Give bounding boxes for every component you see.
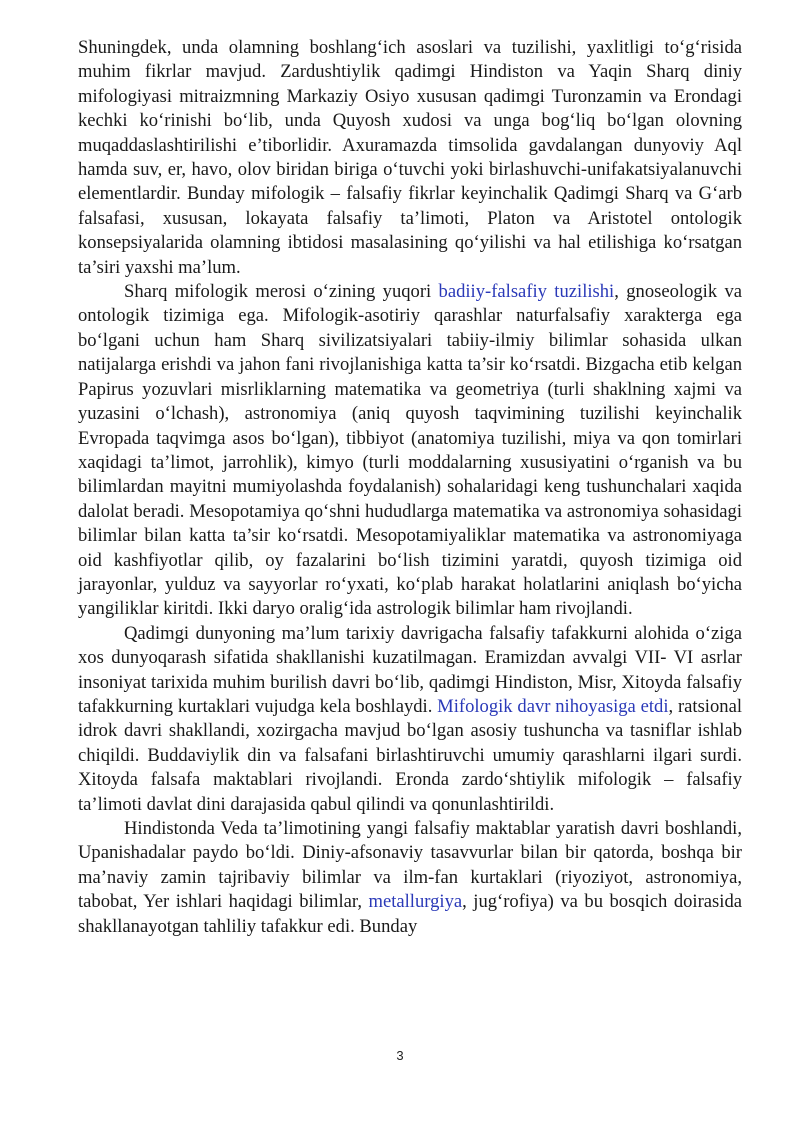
link-metallurgiya[interactable]: metallurgiya xyxy=(368,891,463,913)
paragraph-2-text-end: , gnoseologik va ontologik tizimiga ega. Mifologik-asotiriy qarashlar naturfalsafiy xarakterga ega bo‘lgani uchun ham Sharq sivilizatsiyalari tabiiy-ilmiy bilimlar sohasida ulkan natijalarga erishdi va jahon fani rivojlanishiga katta ta’sir ko‘rsatdi. Bizgacha etib kelgan Papirus yozuvlari misrliklarning matematika va geometriya (turli shaklning xajmi va yuzasini o‘lchash), astronomiya (aniq quyosh taqvimining tuzilishi keyinchalik Evropada taqvimga asos bo‘lgan), tibbiyot (anatomiya tuzilishi, miya va qon tomirlari xaqidagi ta’limot, jarrohlik), kimyo (turli moddalarning xususiyatini o‘rganish va bu bilimlardan mayitni mumiyolashda foydalanish) sohalaridagi keng tushunchalari xaqida dalolat beradi. Mesopotamiya qo‘shni hududlarga matematika va astronomiya sohasidagi bilimlar bilan katta ta’sir ko‘rsatdi. Mesopotamiyaliklar matematika va astronomiyaga oid kashfiyotlar qilib, oy fazalarini bo‘lish tizimini yaratdi, quyosh tizimiga oid jarayonlar, yulduz va sayyorlar ro‘yxati, ko‘plab harakat holatlarini aniqlash bo‘yicha yangiliklar kiritdi. Ikki daryo oralig‘ida astrologik bilimlar ham rivojlandi. xyxy=(78,281,743,620)
document-page xyxy=(78,36,742,939)
paragraph-3-text-start: Qadimgi dunyoning ma’lum tarixiy davrigacha falsafiy tafakkurni alohida o‘ziga xos dunyoqarash sifatida shakllanishi kuzatilmagan. Eramizdan avvalgi VII- VI asrlar insoniyat tarixida muhim burilish davri bo‘lib, qadimgi Hindiston, Misr, Xitoyda falsafiy tafakkurning kurtaklari vujudga kela boshlaydi. xyxy=(78,622,742,717)
paragraph-1 xyxy=(78,36,742,280)
paragraph-4-text-end: , jug‘rofiya) va bu bosqich doirasida shakllanayotgan tahliliy tafakkur edi. Bunday xyxy=(78,891,742,937)
link-mifologik-davr-nihoyasiga-etdi[interactable]: Mifologik davr nihoyasiga etdi xyxy=(437,695,669,717)
paragraph-3 xyxy=(78,622,742,817)
paragraph-2-text-start: Sharq mifologik merosi o‘zining yuqori xyxy=(124,281,439,303)
paragraph-2 xyxy=(78,280,742,622)
paragraph-3-text-end: , ratsional idrok davri shakllandi, xozirgacha mavjud bo‘lgan asosiy tushuncha va tasniflar ishlab chiqildi. Buddaviylik din va falsafani birlashtiruvchi umumiy qarashlarni ilgari surdi. Xitoyda falsafa maktablari rivojlandi. Eronda zardo‘shtiylik mifologik – falsafiy ta’limoti davlat dini darajasida qabul qilindi va qonunlashtirildi. xyxy=(78,695,742,815)
link-badiiy-falsafiy-tuzilishi[interactable]: badiiy-falsafiy tuzilishi xyxy=(438,281,615,303)
page-number: 3 xyxy=(396,1048,404,1063)
paragraph-4-text-start: Hindistonda Veda ta’limotining yangi falsafiy maktablar yaratish davri boshlandi, Upanishadalar paydo bo‘ldi. Diniy-afsonaviy tasavvurlar bilan bir qatorda, boshqa bir ma’naviy zamin tajribaviy bilimlar va ilm-fan kurtaklari (riyoziyot, astronomiya, tabobat, Yer ishlari haqidagi bilimlar, xyxy=(78,818,742,913)
paragraph-4 xyxy=(78,817,742,939)
paragraph-1-text: Shuningdek, unda olamning boshlang‘ich asoslari va tuzilishi, yaxlitligi to‘g‘risida muhim fikrlar mavjud. Zardushtiylik qadimgi Hindiston va Yaqin Sharq diniy mifologiyasi mitraizmning Markaziy Osiyo xususan qadimgi Turonzamin va Erondagi kechki ko‘rinishi bo‘lib, unda Quyosh xudosi va unga bog‘liq bo‘lgan olovning muqaddaslashtirilishi e’tiborlidir. Axuramazda timsolida gavdalangan dunyoviy Aql hamda suv, er, havo, olov biridan biriga o‘tuvchi yoki birlashuvchi-unifakatsiyalanuvchi elementlardir. Bunday mifologik – falsafiy fikrlar keyinchalik Qadimgi Sharq va G‘arb falsafasi, xususan, lokayata falsafiy ta’limoti, Platon va Aristotel ontologik konsepsiyalarida olamning ibtidosi masalasining qo‘yilishi va hal etilishiga ko‘rsatgan ta’siri yaxshi ma’lum. xyxy=(78,37,742,278)
